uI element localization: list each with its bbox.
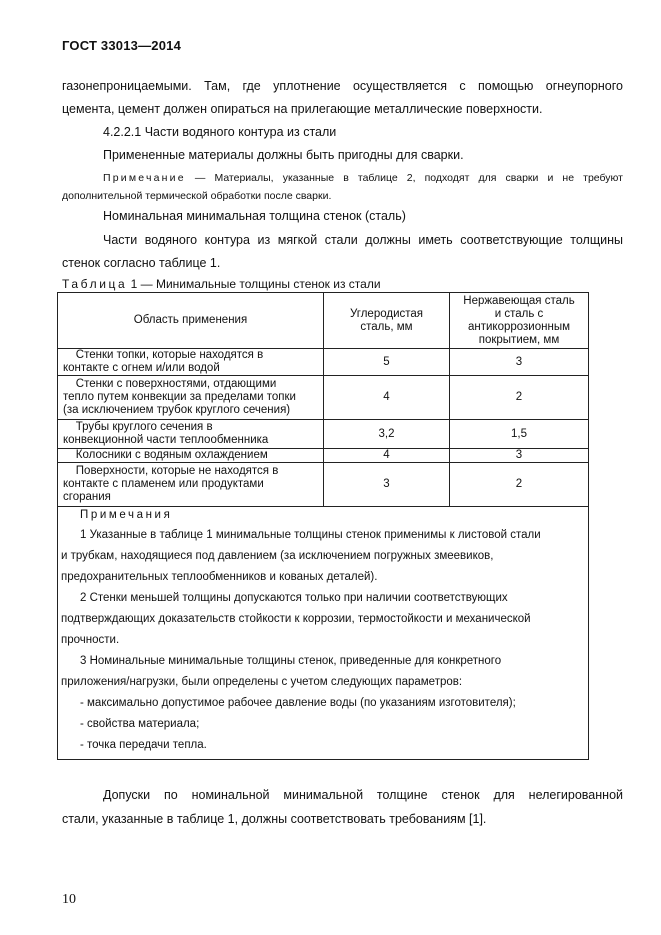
page-number: 10	[62, 892, 76, 907]
row-carbon: 5	[324, 349, 450, 376]
note-1-line-3: предохранительных теплообменников и кованых деталей).	[61, 571, 378, 583]
row-area-line: контакте с пламенем или продуктами	[63, 478, 264, 490]
header-carbon	[324, 293, 450, 349]
table-header-row	[58, 293, 589, 349]
header-stainless-line: Нержавеющая сталь	[463, 294, 575, 307]
row-area	[58, 420, 324, 449]
table-caption-text: 1 — Минимальные толщины стенок из стали	[127, 277, 381, 291]
note-2-line-2: подтверждающих доказательств стойкости к коррозии, термостойкости и механической	[61, 613, 531, 625]
table-caption	[62, 277, 381, 291]
header-carbon-line: Углеродистая	[349, 307, 424, 320]
note-line-1	[103, 169, 623, 187]
table-row	[58, 349, 589, 376]
header-stainless	[450, 293, 589, 349]
row-carbon: 4	[324, 376, 450, 420]
note-1-line-2: и трубкам, находящиеся под давлением (за исключением погружных змеевиков,	[61, 550, 494, 562]
row-area-line: Поверхности, которые не находятся в	[75, 465, 279, 477]
document-header: ГОСТ 33013—2014	[62, 38, 181, 53]
row-carbon: 4	[324, 449, 450, 463]
note-label: Примечание	[103, 172, 186, 184]
row-area-line: Трубы круглого сечения в	[75, 421, 213, 433]
row-carbon: 3	[324, 463, 450, 507]
header-carbon-line: сталь, мм	[360, 320, 413, 333]
note-1-line-1: 1 Указанные в таблице 1 минимальные толщины стенок применимы к листовой стали	[80, 529, 541, 541]
notes-row	[58, 507, 589, 760]
row-stainless: 2	[450, 376, 589, 420]
row-area	[58, 349, 324, 376]
row-area	[58, 449, 324, 463]
table-row	[58, 449, 589, 463]
note-3-line-1: 3 Номинальные минимальные толщины стенок, приведенные для конкретного	[80, 655, 502, 667]
header-area: Область применения	[58, 293, 324, 349]
table-caption-label: Таблица	[62, 277, 128, 291]
note-3-bullet-1: - максимально допустимое рабочее давление воды (по указаниям изготовителя);	[80, 697, 516, 709]
table-row	[58, 420, 589, 449]
note-2-line-1: 2 Стенки меньшей толщины допускаются только при наличии соответствующих	[80, 592, 508, 604]
row-stainless: 1,5	[450, 420, 589, 449]
paragraph-4-line-2: стенок согласно таблице 1.	[62, 256, 221, 270]
table-row	[58, 463, 589, 507]
paragraph-2: Примененные материалы должны быть пригодны для сварки.	[103, 148, 464, 162]
header-stainless-line: антикоррозионным	[467, 320, 571, 333]
closing-paragraph-line-2: стали, указанные в таблице 1, должны соответствовать требованиям [1].	[62, 812, 487, 826]
section-heading: 4.2.2.1 Части водяного контура из стали	[103, 125, 337, 139]
note-line-2: дополнительной термической обработки после сварки.	[62, 190, 332, 202]
row-area-line: Колосники с водяным охлаждением	[75, 449, 268, 461]
row-area-line: конвекционной части теплообменника	[63, 434, 269, 446]
row-area-line: контакте с огнем и/или водой	[63, 362, 220, 374]
row-stainless: 3	[450, 449, 589, 463]
row-area-line: Стенки с поверхностями, отдающими	[75, 378, 277, 390]
row-stainless: 3	[450, 349, 589, 376]
note-3-line-2: приложения/нагрузки, были определены с учетом следующих параметров:	[61, 676, 463, 688]
notes-title: Примечания	[80, 509, 173, 521]
row-stainless: 2	[450, 463, 589, 507]
header-stainless-line: покрытием, мм	[478, 333, 560, 346]
note-text: — Материалы, указанные в таблице 2, подходят для сварки и не требуют	[185, 172, 623, 184]
row-area	[58, 463, 324, 507]
header-stainless-line: и сталь с	[494, 307, 544, 320]
paragraph-3: Номинальная минимальная толщина стенок (сталь)	[103, 209, 406, 223]
row-area-line: Стенки топки, которые находятся в	[75, 349, 264, 361]
note-3-bullet-3: - точка передачи тепла.	[80, 739, 207, 751]
row-carbon: 3,2	[324, 420, 450, 449]
row-area-line: тепло путем конвекции за пределами топки	[63, 391, 296, 403]
paragraph-1-line-2: цемента, цемент должен опираться на прилегающие металлические поверхности.	[62, 102, 543, 116]
paragraph-1-line-1: газонепроницаемыми. Там, где уплотнение осуществляется с помощью огнеупорного	[62, 79, 623, 93]
thickness-table	[57, 292, 589, 760]
note-2-line-3: прочности.	[61, 634, 120, 646]
table-row	[58, 376, 589, 420]
row-area	[58, 376, 324, 420]
paragraph-4-line-1: Части водяного контура из мягкой стали должны иметь соответствующие толщины	[103, 233, 623, 247]
notes-cell	[58, 507, 589, 760]
note-3-bullet-2: - свойства материала;	[80, 718, 200, 730]
closing-paragraph-line-1: Допуски по номинальной минимальной толщине стенок для нелегированной	[103, 788, 623, 802]
row-area-line: сгорания	[63, 491, 111, 503]
table-notes	[58, 507, 588, 759]
row-area-line: (за исключением трубок круглого сечения)	[63, 404, 291, 416]
